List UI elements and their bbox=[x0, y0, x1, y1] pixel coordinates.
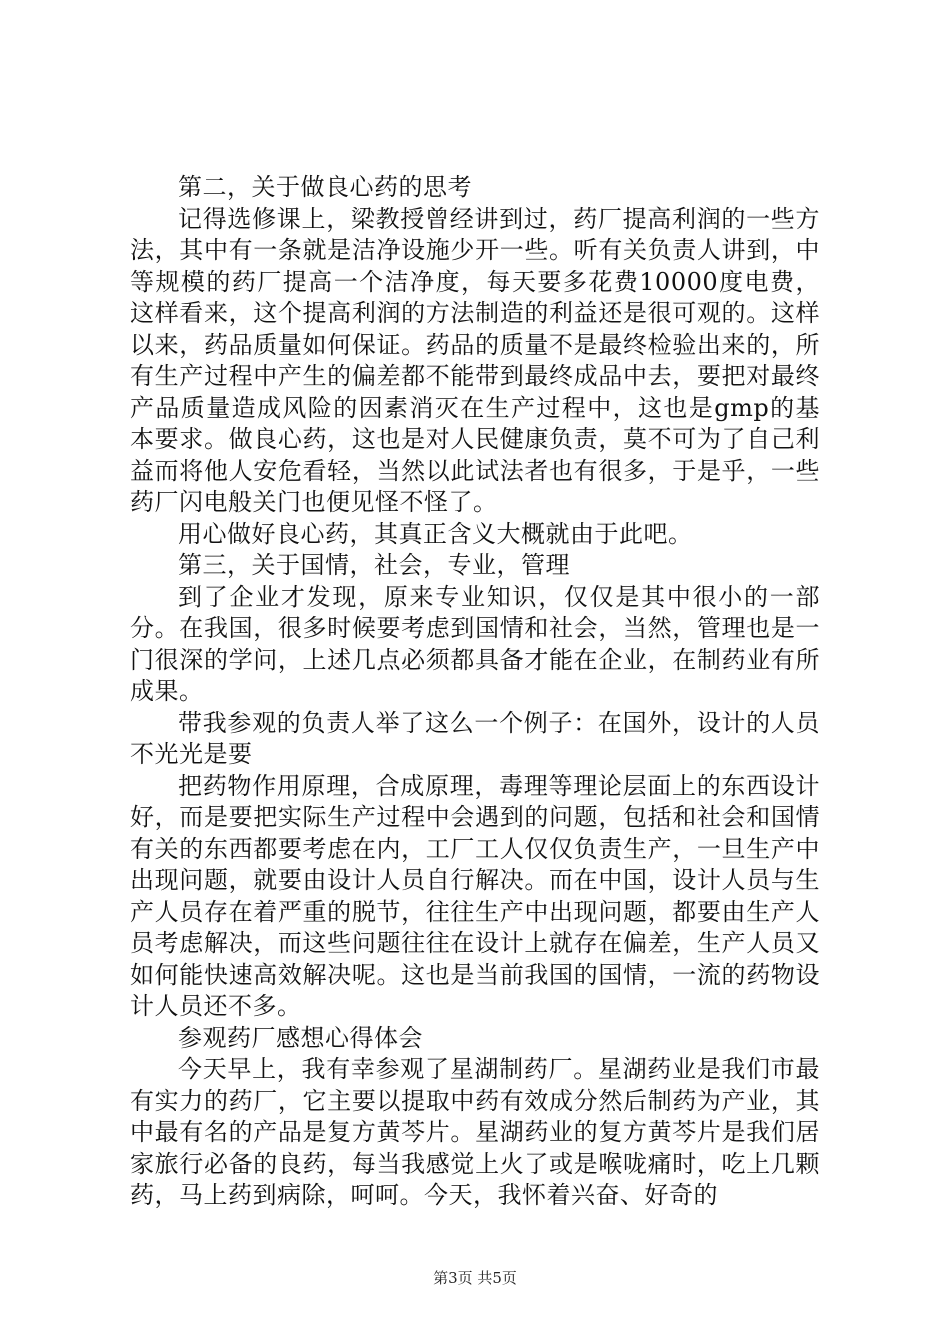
paragraph: 用心做好良心药，其真正含义大概就由于此吧。 bbox=[178, 519, 693, 548]
paragraph-section-title: 参观药厂感想心得体会 bbox=[178, 1023, 423, 1052]
paragraph-heading-second: 第二，关于做良心药的思考 bbox=[178, 173, 472, 201]
paragraph: 今天早上，我有幸参观了星湖制药厂。星湖药业是我们市最有实力的药厂，它主要以提取中药有效成分然后制药为产业，其中最有名的产品是复方黄芩片。星湖药业的复方黄芩片是我们居家旅行必备的良药，每当我感觉上火了或是喉咙痛时，吃上几颗药，马上药到病除，呵呵。今天，我怀着兴奋、好奇的 bbox=[130, 1055, 820, 1209]
paragraph: 带我参观的负责人举了这么一个例子：在国外，设计的人员不光光是要 bbox=[130, 708, 820, 768]
paragraph: 记得选修课上，梁教授曾经讲到过，药厂提高利润的一些方法，其中有一条就是洁净设施少开一些。听有关负责人讲到，中等规模的药厂提高一个洁净度，每天要多花费10000度电费，这样看来，这个提高利润的方法制造的利益还是很可观的。这样以来，药品质量如何保证。药品的质量不是最终检验出来的，所有生产过程中产生的偏差都不能带到最终成品中去，要把对最终产品质量造成风险的因素消灭在生产过程中，这也是gmp的基本要求。做良心药，这也是对人民健康负责，莫不可为了自己利益而将他人安危看轻，当然以此试法者也有很多，于是乎，一些药厂闪电般关门也便见怪不怪了。 bbox=[130, 204, 820, 516]
page-number-footer: 第3页 共5页 bbox=[433, 1269, 517, 1287]
paragraph-heading-third: 第三，关于国情，社会，专业，管理 bbox=[178, 551, 570, 579]
paragraph: 到了企业才发现，原来专业知识，仅仅是其中很小的一部分。在我国，很多时候要考虑到国情和社会，当然，管理也是一门很深的学问，上述几点必须都具备才能在企业，在制药业有所成果。 bbox=[130, 582, 820, 705]
document-body bbox=[130, 172, 820, 1212]
paragraph: 把药物作用原理，合成原理，毒理等理论层面上的东西设计好，而是要把实际生产过程中会遇到的问题，包括和社会和国情有关的东西都要考虑在内，工厂工人仅仅负责生产，一旦生产中出现问题，就要由设计人员自行解决。而在中国，设计人员与生产人员存在着严重的脱节，往往生产中出现问题，都要由生产人员考虑解决，而这些问题往往在设计上就存在偏差，生产人员又如何能快速高效解决呢。这也是当前我国的国情，一流的药物设计人员还不多。 bbox=[130, 771, 820, 1020]
